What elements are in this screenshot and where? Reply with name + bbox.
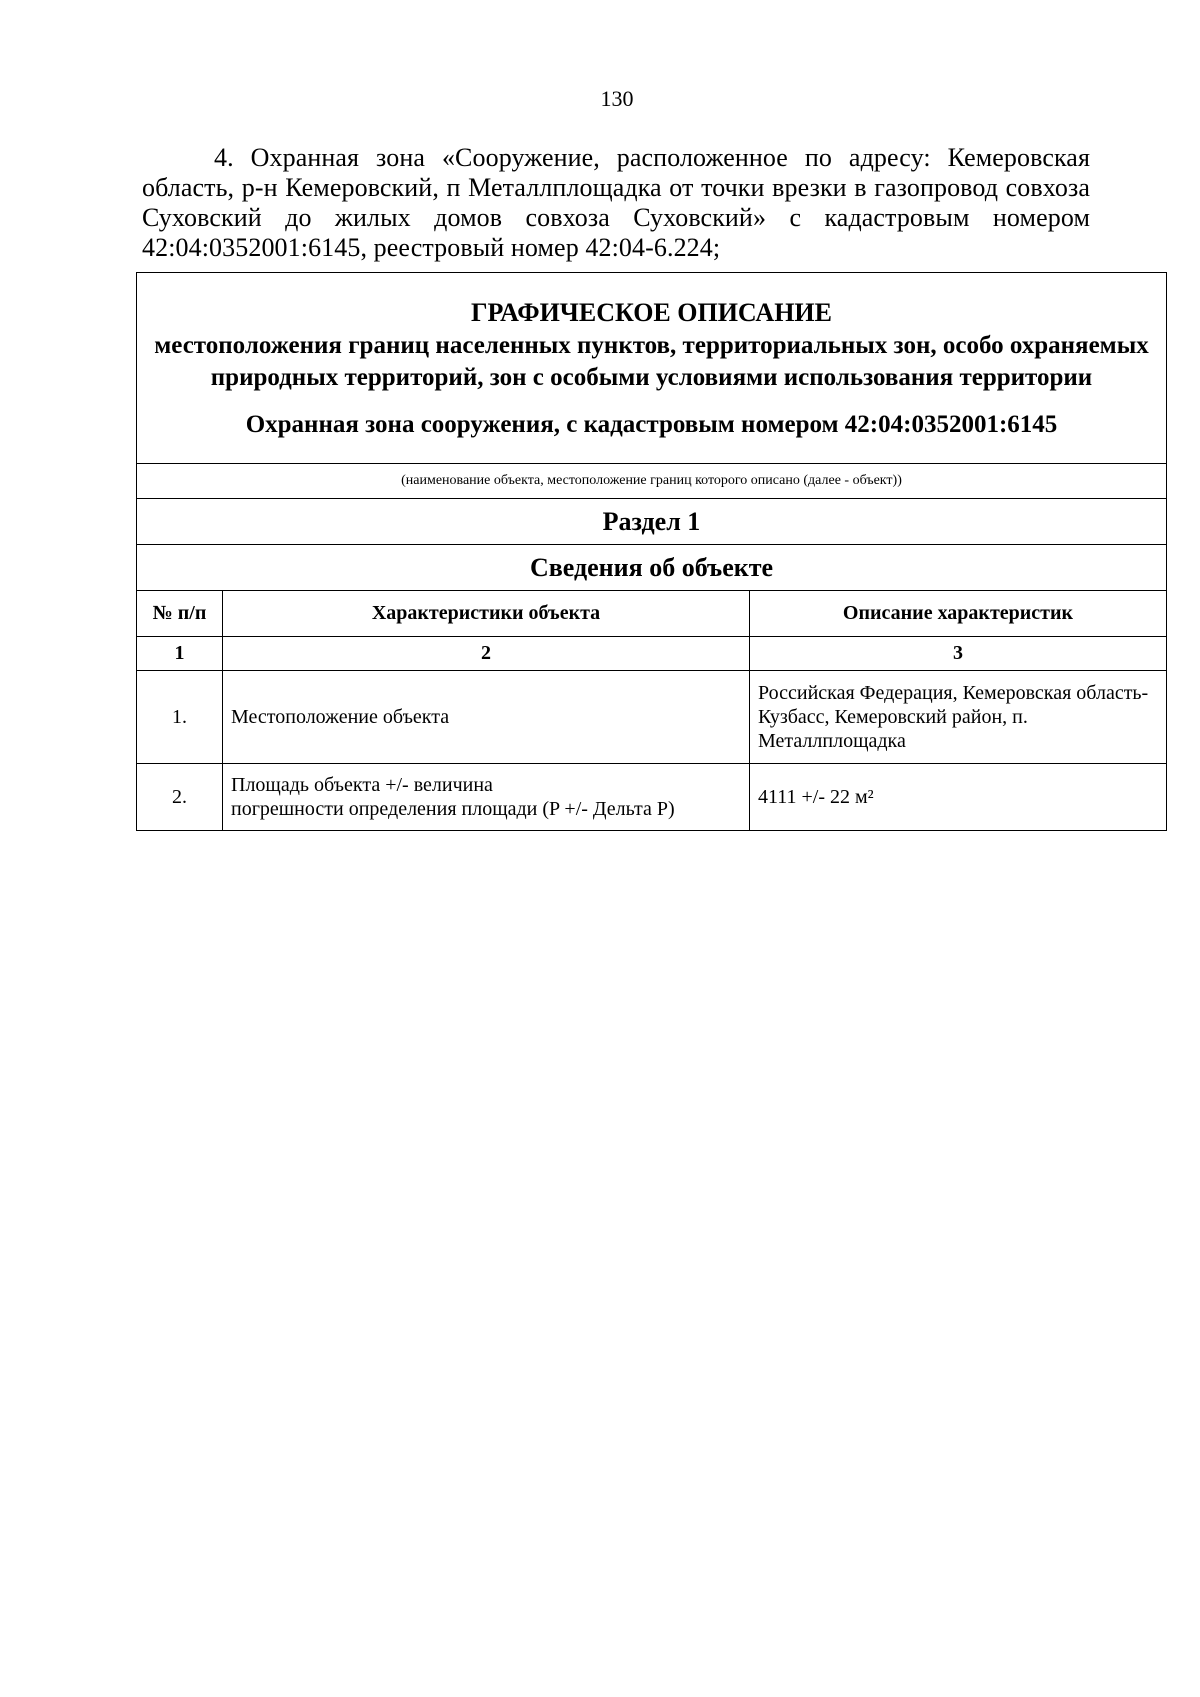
column-number-1: 1 bbox=[137, 637, 223, 671]
column-header-index: № п/п bbox=[137, 591, 223, 637]
row-characteristic-line: Площадь объекта +/- величина bbox=[231, 774, 493, 796]
object-name: Охранная зона сооружения, с кадастровым номером 42:04:0352001:6145 bbox=[245, 411, 1058, 438]
object-caption: (наименование объекта, местоположение границ которого описано (далее - объект)) bbox=[137, 464, 1167, 499]
row-characteristic bbox=[223, 764, 750, 831]
section-number-row bbox=[137, 499, 1167, 545]
column-number-row bbox=[137, 637, 1167, 671]
column-number-2: 2 bbox=[223, 637, 750, 671]
graphic-description-table bbox=[136, 272, 1167, 831]
row-characteristic-line: погрешности определения площади (P +/- Дельта P) bbox=[231, 798, 675, 820]
row-characteristic: Местоположение объекта bbox=[223, 671, 750, 764]
row-description: 4111 +/- 22 м² bbox=[750, 764, 1167, 831]
section-title: Сведения об объекте bbox=[137, 545, 1167, 591]
intro-paragraph: 4. Охранная зона «Сооружение, расположенное по адресу: Кемеровская область, р-н Кемеровский, п Металлплощадка от точки врезки в газопровод совхоза Суховский до жилых домов совхоза Суховский» с кадастровым номером 42:04:0352001:6145, реестровый номер 42:04-6.224; bbox=[142, 143, 1090, 262]
table-row bbox=[137, 764, 1167, 831]
document-title: ГРАФИЧЕСКОЕ ОПИСАНИЕ bbox=[471, 298, 832, 327]
table-row bbox=[137, 671, 1167, 764]
column-header-characteristic: Характеристики объекта bbox=[223, 591, 750, 637]
caption-row bbox=[137, 464, 1167, 499]
section-number: Раздел 1 bbox=[137, 499, 1167, 545]
column-header-description: Описание характеристик bbox=[750, 591, 1167, 637]
row-description: Российская Федерация, Кемеровская область- Кузбасс, Кемеровский район, п. Металлплощадка bbox=[750, 671, 1167, 764]
table-header-row bbox=[137, 273, 1167, 464]
row-index: 1. bbox=[137, 671, 223, 764]
document-subtitle: местоположения границ населенных пунктов, территориальных зон, особо охраняемых природных территорий, зон с особыми условиями использования территории bbox=[154, 332, 1149, 391]
section-title-row bbox=[137, 545, 1167, 591]
page-number: 130 bbox=[600, 86, 634, 111]
table-header-cell bbox=[137, 273, 1167, 464]
column-number-3: 3 bbox=[750, 637, 1167, 671]
column-header-row bbox=[137, 591, 1167, 637]
row-index: 2. bbox=[137, 764, 223, 831]
